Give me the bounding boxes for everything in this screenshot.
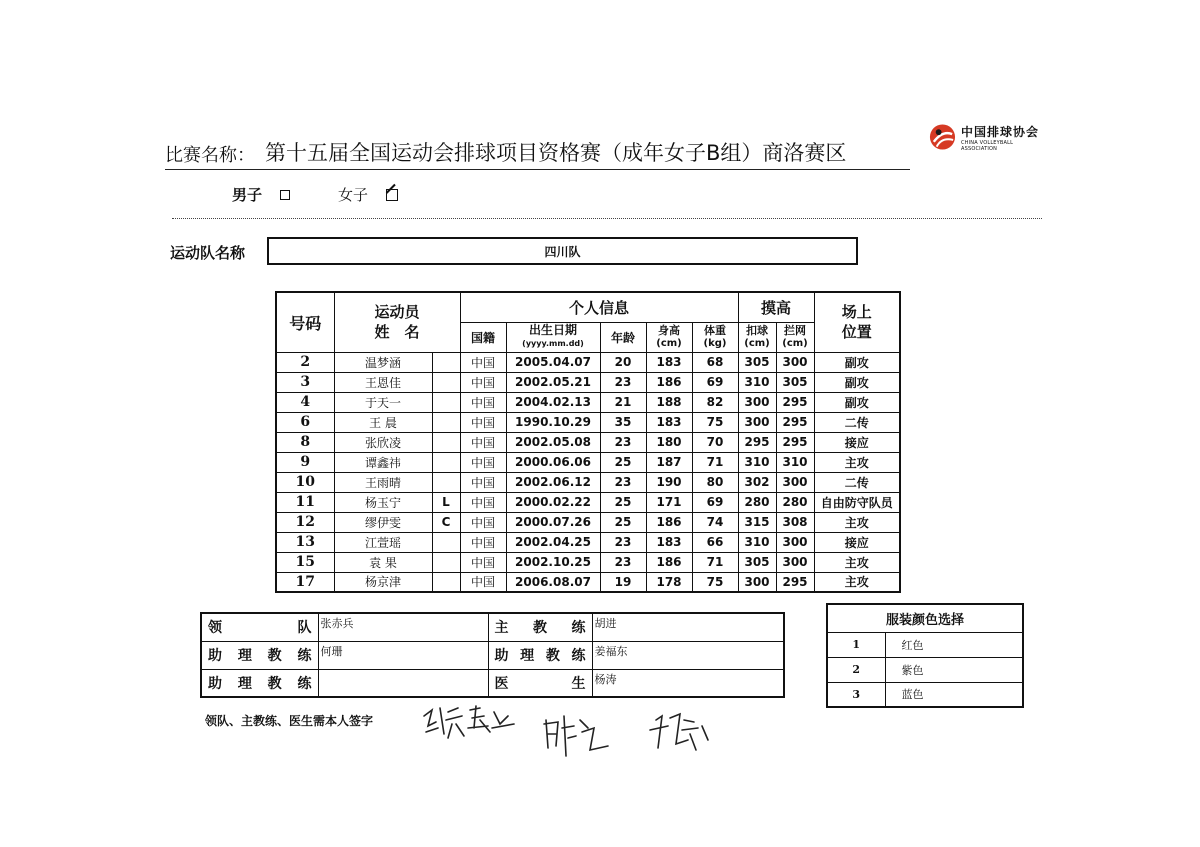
player-number: 3 <box>276 372 334 392</box>
player-name: 谭鑫祎 <box>334 452 432 472</box>
player-block-reach: 300 <box>776 532 814 552</box>
player-height: 183 <box>646 412 692 432</box>
player-mark <box>432 352 460 372</box>
player-number: 9 <box>276 452 334 472</box>
table-row <box>276 352 900 372</box>
player-number: 15 <box>276 552 334 572</box>
header-birth-date-label: 出生日期 <box>528 323 577 337</box>
kit-color-option <box>827 657 1023 682</box>
head-coach-name: 胡进 <box>592 613 784 641</box>
player-number: 12 <box>276 512 334 532</box>
header-weight-unit: (kg) <box>703 338 727 349</box>
player-birth-date: 2000.07.26 <box>506 512 600 532</box>
player-birth-date: 2005.04.07 <box>506 352 600 372</box>
player-name: 缪伊雯 <box>334 512 432 532</box>
player-mark <box>432 412 460 432</box>
player-height: 187 <box>646 452 692 472</box>
player-nationality: 中国 <box>460 512 506 532</box>
player-nationality: 中国 <box>460 452 506 472</box>
player-birth-date: 2002.04.25 <box>506 532 600 552</box>
player-age: 23 <box>600 472 646 492</box>
assistant-coach-label-1: 助 理 教 练 <box>201 641 318 669</box>
player-block-reach: 295 <box>776 412 814 432</box>
kit-option-color: 红色 <box>885 632 1023 657</box>
table-row <box>276 412 900 432</box>
player-block-reach: 280 <box>776 492 814 512</box>
player-height: 171 <box>646 492 692 512</box>
table-row <box>276 452 900 472</box>
player-age: 23 <box>600 552 646 572</box>
header-spike-unit: (cm) <box>744 338 770 349</box>
table-row <box>276 472 900 492</box>
player-spike-reach: 280 <box>738 492 776 512</box>
head-coach-label: 主 教 练 <box>488 613 592 641</box>
player-spike-reach: 300 <box>738 412 776 432</box>
header-position-line2: 位置 <box>841 323 872 342</box>
player-age: 25 <box>600 452 646 472</box>
table-row <box>276 432 900 452</box>
header-birth-date-format: (yyyy.mm.dd) <box>522 339 584 348</box>
header-position-line1: 场上 <box>841 303 872 322</box>
player-name: 江萱瑶 <box>334 532 432 552</box>
table-row <box>276 392 900 412</box>
logo-name-cn: 中国排球协会 <box>960 124 1039 139</box>
association-logo <box>928 120 1048 154</box>
kit-option-color: 紫色 <box>885 657 1023 682</box>
player-height: 186 <box>646 372 692 392</box>
player-weight: 75 <box>692 572 738 592</box>
team-leader-label: 领 队 <box>201 613 318 641</box>
header-nationality: 国籍 <box>460 322 506 352</box>
header-position <box>814 292 900 352</box>
player-mark <box>432 392 460 412</box>
male-label: 男子 <box>232 186 263 204</box>
player-nationality: 中国 <box>460 372 506 392</box>
player-position: 副攻 <box>814 372 900 392</box>
player-nationality: 中国 <box>460 492 506 512</box>
player-number: 8 <box>276 432 334 452</box>
player-name: 于天一 <box>334 392 432 412</box>
table-row <box>276 372 900 392</box>
player-position: 二传 <box>814 472 900 492</box>
player-block-reach: 300 <box>776 472 814 492</box>
handwritten-signatures <box>418 698 718 762</box>
player-age: 23 <box>600 372 646 392</box>
player-mark <box>432 532 460 552</box>
player-spike-reach: 310 <box>738 532 776 552</box>
table-row <box>276 572 900 592</box>
player-position: 接应 <box>814 532 900 552</box>
kit-option-number: 2 <box>827 657 885 682</box>
player-age: 25 <box>600 492 646 512</box>
player-block-reach: 310 <box>776 452 814 472</box>
player-birth-date: 2002.05.08 <box>506 432 600 452</box>
header-height-unit: (cm) <box>656 338 682 349</box>
header-spike <box>738 322 776 352</box>
player-birth-date: 2002.05.21 <box>506 372 600 392</box>
player-spike-reach: 300 <box>738 392 776 412</box>
player-spike-reach: 310 <box>738 452 776 472</box>
header-height-label: 身高 <box>658 324 680 337</box>
player-name: 温梦涵 <box>334 352 432 372</box>
player-weight: 71 <box>692 552 738 572</box>
header-weight <box>692 322 738 352</box>
header-athlete-line1: 运动员 <box>374 303 420 322</box>
header-spike-label: 扣球 <box>746 324 768 337</box>
player-name: 王恩佳 <box>334 372 432 392</box>
player-age: 20 <box>600 352 646 372</box>
table-row <box>276 552 900 572</box>
player-weight: 75 <box>692 412 738 432</box>
player-number: 13 <box>276 532 334 552</box>
player-weight: 74 <box>692 512 738 532</box>
assistant-coach-label-2: 助 理 教 练 <box>201 669 318 697</box>
player-nationality: 中国 <box>460 552 506 572</box>
player-block-reach: 295 <box>776 392 814 412</box>
header-birth-date <box>506 322 600 352</box>
player-name: 杨玉宁 <box>334 492 432 512</box>
player-nationality: 中国 <box>460 412 506 432</box>
player-height: 180 <box>646 432 692 452</box>
player-height: 186 <box>646 552 692 572</box>
player-mark: C <box>432 512 460 532</box>
player-name: 张欣凌 <box>334 432 432 452</box>
staff-table <box>200 612 785 698</box>
player-weight: 69 <box>692 372 738 392</box>
player-age: 19 <box>600 572 646 592</box>
kit-color-option <box>827 632 1023 657</box>
player-birth-date: 2002.06.12 <box>506 472 600 492</box>
player-position: 主攻 <box>814 552 900 572</box>
player-position: 主攻 <box>814 572 900 592</box>
assistant-coach-label-3: 助 理 教 练 <box>488 641 592 669</box>
doctor-label: 医 生 <box>488 669 592 697</box>
volleyball-logo-icon <box>928 122 957 152</box>
player-number: 17 <box>276 572 334 592</box>
table-row <box>276 512 900 532</box>
player-position: 二传 <box>814 412 900 432</box>
player-weight: 70 <box>692 432 738 452</box>
player-birth-date: 2002.10.25 <box>506 552 600 572</box>
player-mark <box>432 372 460 392</box>
player-birth-date: 2004.02.13 <box>506 392 600 412</box>
doctor-name: 杨涛 <box>592 669 784 697</box>
player-nationality: 中国 <box>460 532 506 552</box>
player-birth-date: 2000.06.06 <box>506 452 600 472</box>
logo-name-en: CHINA VOLLEYBALL ASSOCIATION <box>960 139 1014 152</box>
player-number: 10 <box>276 472 334 492</box>
header-athlete-line2: 姓 名 <box>374 323 420 342</box>
player-birth-date: 2000.02.22 <box>506 492 600 512</box>
player-spike-reach: 300 <box>738 572 776 592</box>
team-name-field[interactable] <box>267 237 858 265</box>
player-spike-reach: 305 <box>738 552 776 572</box>
player-height: 183 <box>646 352 692 372</box>
player-birth-date: 2006.08.07 <box>506 572 600 592</box>
kit-option-color: 蓝色 <box>885 682 1023 707</box>
player-spike-reach: 315 <box>738 512 776 532</box>
player-nationality: 中国 <box>460 352 506 372</box>
competition-name-row <box>165 140 910 170</box>
header-block <box>776 322 814 352</box>
player-weight: 71 <box>692 452 738 472</box>
player-birth-date: 1990.10.29 <box>506 412 600 432</box>
player-height: 183 <box>646 532 692 552</box>
signature-note: 领队、主教练、医生需本人签字 <box>205 714 374 728</box>
player-age: 35 <box>600 412 646 432</box>
player-name: 王雨晴 <box>334 472 432 492</box>
header-athlete <box>334 292 460 352</box>
player-height: 186 <box>646 512 692 532</box>
player-age: 23 <box>600 432 646 452</box>
player-block-reach: 300 <box>776 552 814 572</box>
player-block-reach: 295 <box>776 572 814 592</box>
kit-option-number: 3 <box>827 682 885 707</box>
player-weight: 68 <box>692 352 738 372</box>
female-checkbox[interactable] <box>386 189 398 201</box>
player-mark <box>432 552 460 572</box>
player-weight: 82 <box>692 392 738 412</box>
header-reach: 摸高 <box>738 292 814 322</box>
kit-color-table <box>826 603 1024 708</box>
player-position: 主攻 <box>814 452 900 472</box>
kit-color-title: 服装颜色选择 <box>827 604 1023 632</box>
gender-selection <box>232 184 398 205</box>
player-weight: 69 <box>692 492 738 512</box>
player-name: 王 晨 <box>334 412 432 432</box>
roster-table <box>275 291 901 593</box>
player-mark: L <box>432 492 460 512</box>
team-name-value: 四川队 <box>544 244 581 259</box>
player-number: 2 <box>276 352 334 372</box>
player-block-reach: 308 <box>776 512 814 532</box>
header-block-label: 拦网 <box>784 324 806 337</box>
player-mark <box>432 472 460 492</box>
header-number: 号码 <box>276 292 334 352</box>
player-block-reach: 305 <box>776 372 814 392</box>
player-height: 188 <box>646 392 692 412</box>
player-position: 接应 <box>814 432 900 452</box>
dotted-divider <box>172 218 1042 219</box>
competition-label: 比赛名称： <box>165 145 255 166</box>
player-mark <box>432 452 460 472</box>
player-number: 4 <box>276 392 334 412</box>
header-personal-info: 个人信息 <box>460 292 738 322</box>
table-row <box>276 492 900 512</box>
player-nationality: 中国 <box>460 432 506 452</box>
male-checkbox[interactable] <box>280 190 290 200</box>
player-height: 190 <box>646 472 692 492</box>
assistant-coach-name-3: 姜福东 <box>592 641 784 669</box>
player-mark <box>432 432 460 452</box>
kit-color-option <box>827 682 1023 707</box>
player-spike-reach: 305 <box>738 352 776 372</box>
player-position: 副攻 <box>814 392 900 412</box>
competition-name: 第十五届全国运动会排球项目资格赛（成年女子B组）商洛赛区 <box>265 141 847 165</box>
player-name: 杨京津 <box>334 572 432 592</box>
header-weight-label: 体重 <box>704 324 726 337</box>
player-weight: 66 <box>692 532 738 552</box>
player-spike-reach: 310 <box>738 372 776 392</box>
player-nationality: 中国 <box>460 392 506 412</box>
header-age: 年龄 <box>600 322 646 352</box>
assistant-coach-name-1: 何珊 <box>318 641 488 669</box>
player-age: 21 <box>600 392 646 412</box>
player-position: 主攻 <box>814 512 900 532</box>
player-block-reach: 300 <box>776 352 814 372</box>
team-name-label: 运动队名称 <box>170 244 246 262</box>
player-number: 6 <box>276 412 334 432</box>
assistant-coach-name-2 <box>318 669 488 697</box>
player-spike-reach: 295 <box>738 432 776 452</box>
female-label: 女子 <box>338 186 369 204</box>
kit-option-number: 1 <box>827 632 885 657</box>
team-leader-name: 张赤兵 <box>318 613 488 641</box>
player-age: 25 <box>600 512 646 532</box>
player-position: 自由防守队员 <box>814 492 900 512</box>
player-weight: 80 <box>692 472 738 492</box>
player-spike-reach: 302 <box>738 472 776 492</box>
player-position: 副攻 <box>814 352 900 372</box>
player-name: 袁 果 <box>334 552 432 572</box>
table-row <box>276 532 900 552</box>
player-mark <box>432 572 460 592</box>
player-age: 23 <box>600 532 646 552</box>
player-nationality: 中国 <box>460 472 506 492</box>
header-height <box>646 322 692 352</box>
header-block-unit: (cm) <box>782 338 808 349</box>
player-height: 178 <box>646 572 692 592</box>
player-nationality: 中国 <box>460 572 506 592</box>
player-number: 11 <box>276 492 334 512</box>
player-block-reach: 295 <box>776 432 814 452</box>
